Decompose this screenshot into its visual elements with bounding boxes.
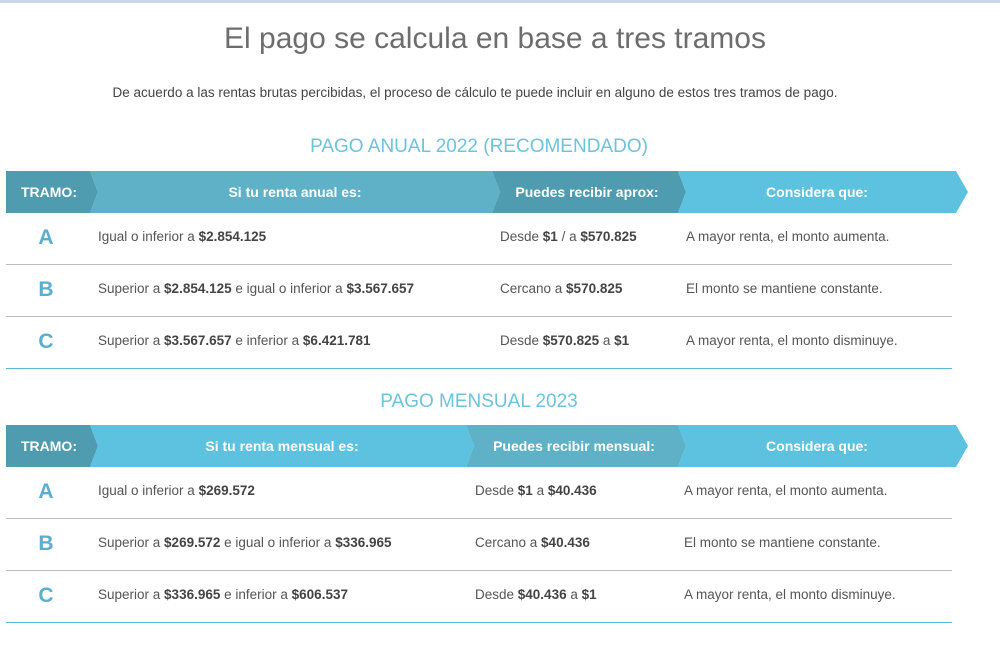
recibe-cell: Cercano a $570.825 — [500, 281, 623, 296]
annual-header-renta: Si tu renta anual es: — [228, 184, 362, 200]
intro-text: De acuerdo a las rentas brutas percibidas, el proceso de cálculo te puede incluir en alguno de estos tres tramos de pago. — [112, 85, 838, 100]
recibe-cell: Desde $570.825 a $1 — [500, 333, 630, 348]
tramo-letter: A — [38, 226, 54, 249]
recibe-cell: Desde $1 / a $570.825 — [500, 229, 637, 244]
monthly-header-considera: Considera que: — [766, 438, 868, 454]
table-row — [6, 265, 952, 317]
renta-cell: Superior a $2.854.125 e igual o inferior a $3.567.657 — [98, 281, 415, 296]
renta-cell: Superior a $269.572 e igual o inferior a $336.965 — [98, 535, 392, 550]
recibe-cell: Desde $1 a $40.436 — [475, 483, 597, 498]
renta-cell: Igual o inferior a $269.572 — [98, 483, 255, 498]
considera-cell: A mayor renta, el monto disminuye. — [686, 333, 898, 348]
table-row — [6, 213, 952, 265]
considera-cell: El monto se mantiene constante. — [684, 535, 881, 550]
table-row — [6, 317, 952, 369]
annual-table-header — [6, 171, 968, 213]
renta-cell: Superior a $336.965 e inferior a $606.537 — [98, 587, 348, 602]
monthly-header-renta: Si tu renta mensual es: — [205, 438, 359, 454]
renta-cell: Igual o inferior a $2.854.125 — [98, 229, 267, 244]
annual-header-tramo: TRAMO: — [21, 184, 77, 200]
monthly-section-title: PAGO MENSUAL 2023 — [380, 391, 578, 412]
renta-cell: Superior a $3.567.657 e inferior a $6.421.781 — [98, 333, 371, 348]
considera-cell: A mayor renta, el monto aumenta. — [684, 483, 888, 498]
top-border-line — [0, 0, 1000, 3]
monthly-table-header — [6, 425, 968, 467]
page-title: El pago se calcula en base a tres tramos — [224, 22, 766, 55]
tramo-letter: B — [38, 278, 54, 301]
annual-rows — [6, 213, 968, 369]
recibe-cell: Desde $40.436 a $1 — [475, 587, 597, 602]
tramo-letter: B — [38, 532, 54, 555]
annual-header-considera: Considera que: — [766, 184, 868, 200]
considera-cell: El monto se mantiene constante. — [686, 281, 883, 296]
annual-header-recibe: Puedes recibir aprox: — [515, 184, 659, 200]
table-row — [6, 519, 952, 571]
tramo-letter: C — [38, 584, 54, 607]
considera-cell: A mayor renta, el monto aumenta. — [686, 229, 890, 244]
table-row — [6, 571, 952, 623]
considera-cell: A mayor renta, el monto disminuye. — [684, 587, 896, 602]
recibe-cell: Cercano a $40.436 — [475, 535, 590, 550]
table-row — [6, 467, 952, 519]
monthly-header-tramo: TRAMO: — [21, 438, 77, 454]
monthly-rows — [6, 467, 968, 623]
monthly-header-recibe: Puedes recibir mensual: — [493, 438, 655, 454]
annual-section-title: PAGO ANUAL 2022 (RECOMENDADO) — [310, 136, 648, 157]
monthly-table — [6, 425, 968, 623]
tramo-letter: A — [38, 480, 54, 503]
tramo-letter: C — [38, 330, 54, 353]
annual-table — [6, 171, 968, 369]
